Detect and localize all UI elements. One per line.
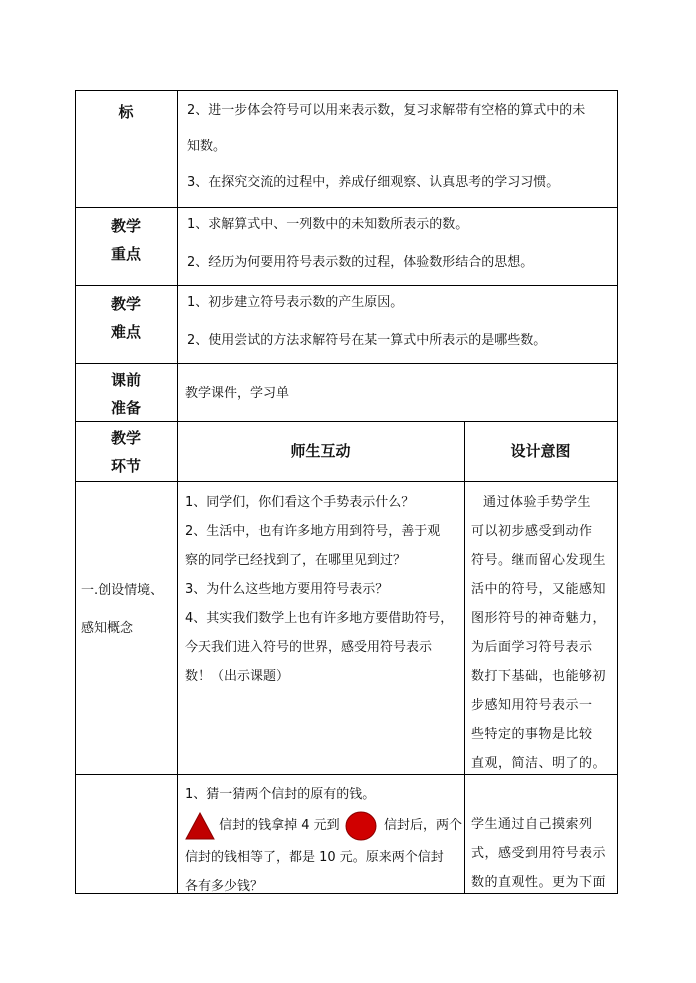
label-line: 重点: [110, 245, 141, 263]
row-divider: [75, 363, 618, 364]
keypoint-line: 2、经历为何要用符号表示数的过程，体验数形结合的思想。: [187, 255, 534, 270]
goal-line: 知数。: [187, 139, 227, 154]
prep-content: 教学课件，学习单: [185, 386, 290, 401]
section1-design: [471, 488, 615, 778]
interaction-line: 数！（出示课题）: [185, 669, 290, 684]
design-line: 学生通过自己摸索列: [471, 817, 593, 832]
design-line: 数打下基础，也能够初: [471, 669, 607, 684]
section2-interaction: [185, 780, 463, 901]
circle-envelope-icon: [344, 810, 378, 842]
section1-interaction: [185, 488, 463, 691]
interaction-line: 信封的钱相等了，都是 10 元。原来两个信封: [185, 850, 444, 865]
interaction-line: 各有多少钱？: [185, 879, 264, 894]
label-line: 课前: [110, 371, 141, 389]
lesson-plan-table: [75, 90, 618, 894]
section2-design: [471, 810, 615, 897]
goal-line: 2、进一步体会符号可以用来表示数，复习求解带有空格的算式中的未: [187, 103, 586, 118]
row-divider: [75, 207, 618, 208]
table-border-left: [75, 90, 76, 894]
triangle-envelope-icon: [185, 812, 215, 840]
interaction-line: 4、其实我们数学上也有许多地方要借助符号，: [185, 611, 454, 626]
goal-label: 标: [118, 103, 134, 121]
prep-label: [75, 366, 177, 422]
interaction-line: 2、生活中，也有许多地方用到符号，善于观: [185, 524, 441, 539]
label-line: 环节: [110, 457, 141, 475]
difficulty-line: 1、初步建立符号表示数的产生原因。: [187, 295, 404, 310]
design-line: 直观，简洁、明了的。: [471, 756, 607, 771]
table-border-right: [617, 90, 618, 894]
label-line: 准备: [110, 399, 141, 417]
goal-content: [187, 100, 615, 194]
design-line: 通过体验手势学生: [483, 495, 592, 510]
design-line: 图形符号的神奇魅力，: [471, 611, 607, 626]
interaction-line: 3、为什么这些地方要用符号表示？: [185, 582, 389, 597]
keypoint-label: [75, 212, 177, 268]
column-divider: [464, 421, 465, 894]
row-divider: [75, 481, 618, 482]
envelope-text: 信封后，两个: [383, 818, 462, 833]
design-line: 可以初步感受到动作: [471, 524, 593, 539]
label-line: 教学: [110, 295, 141, 313]
difficulty-label: [75, 290, 177, 346]
design-line: 数的直观性。更为下面: [471, 875, 607, 890]
design-line: 些特定的事物是比较: [471, 727, 593, 742]
section1-stage: [81, 577, 177, 643]
interaction-header: 师生互动: [290, 442, 351, 460]
row-divider: [75, 285, 618, 286]
envelope-line: [185, 809, 463, 843]
stage-header: [75, 424, 177, 480]
label-line: 难点: [110, 323, 141, 341]
goal-line: 3、在探究交流的过程中，养成仔细观察、认真思考的学习习惯。: [187, 175, 560, 190]
column-divider: [177, 90, 178, 894]
design-line: 式，感受到用符号表示: [471, 846, 607, 861]
design-line: 符号。继而留心发现生: [471, 553, 607, 568]
design-header: 设计意图: [510, 442, 571, 460]
interaction-line: 今天我们进入符号的世界，感受用符号表示: [185, 640, 433, 655]
label-line: 教学: [110, 217, 141, 235]
design-line: 为后面学习符号表示: [471, 640, 593, 655]
interaction-line: 察的同学已经找到了，在哪里见到过？: [185, 553, 407, 568]
keypoint-content: [187, 214, 615, 274]
stage-line: 感知概念: [81, 621, 134, 636]
envelope-text: 信封的钱拿掉 4 元到: [219, 818, 340, 833]
stage-line: 一.创设情境、: [81, 583, 164, 598]
difficulty-line: 2、使用尝试的方法求解符号在某一算式中所表示的是哪些数。: [187, 333, 547, 348]
design-line: 步感知用符号表示一: [471, 698, 593, 713]
keypoint-line: 1、求解算式中、一列数中的未知数所表示的数。: [187, 217, 469, 232]
interaction-line: 1、猜一猜两个信封的原有的钱。: [185, 787, 376, 802]
difficulty-content: [187, 292, 615, 352]
table-border-top: [75, 90, 618, 91]
label-line: 教学: [110, 429, 141, 447]
design-line: 活中的符号，又能感知: [471, 582, 607, 597]
interaction-line: 1、同学们，你们看这个手势表示什么？: [185, 495, 415, 510]
